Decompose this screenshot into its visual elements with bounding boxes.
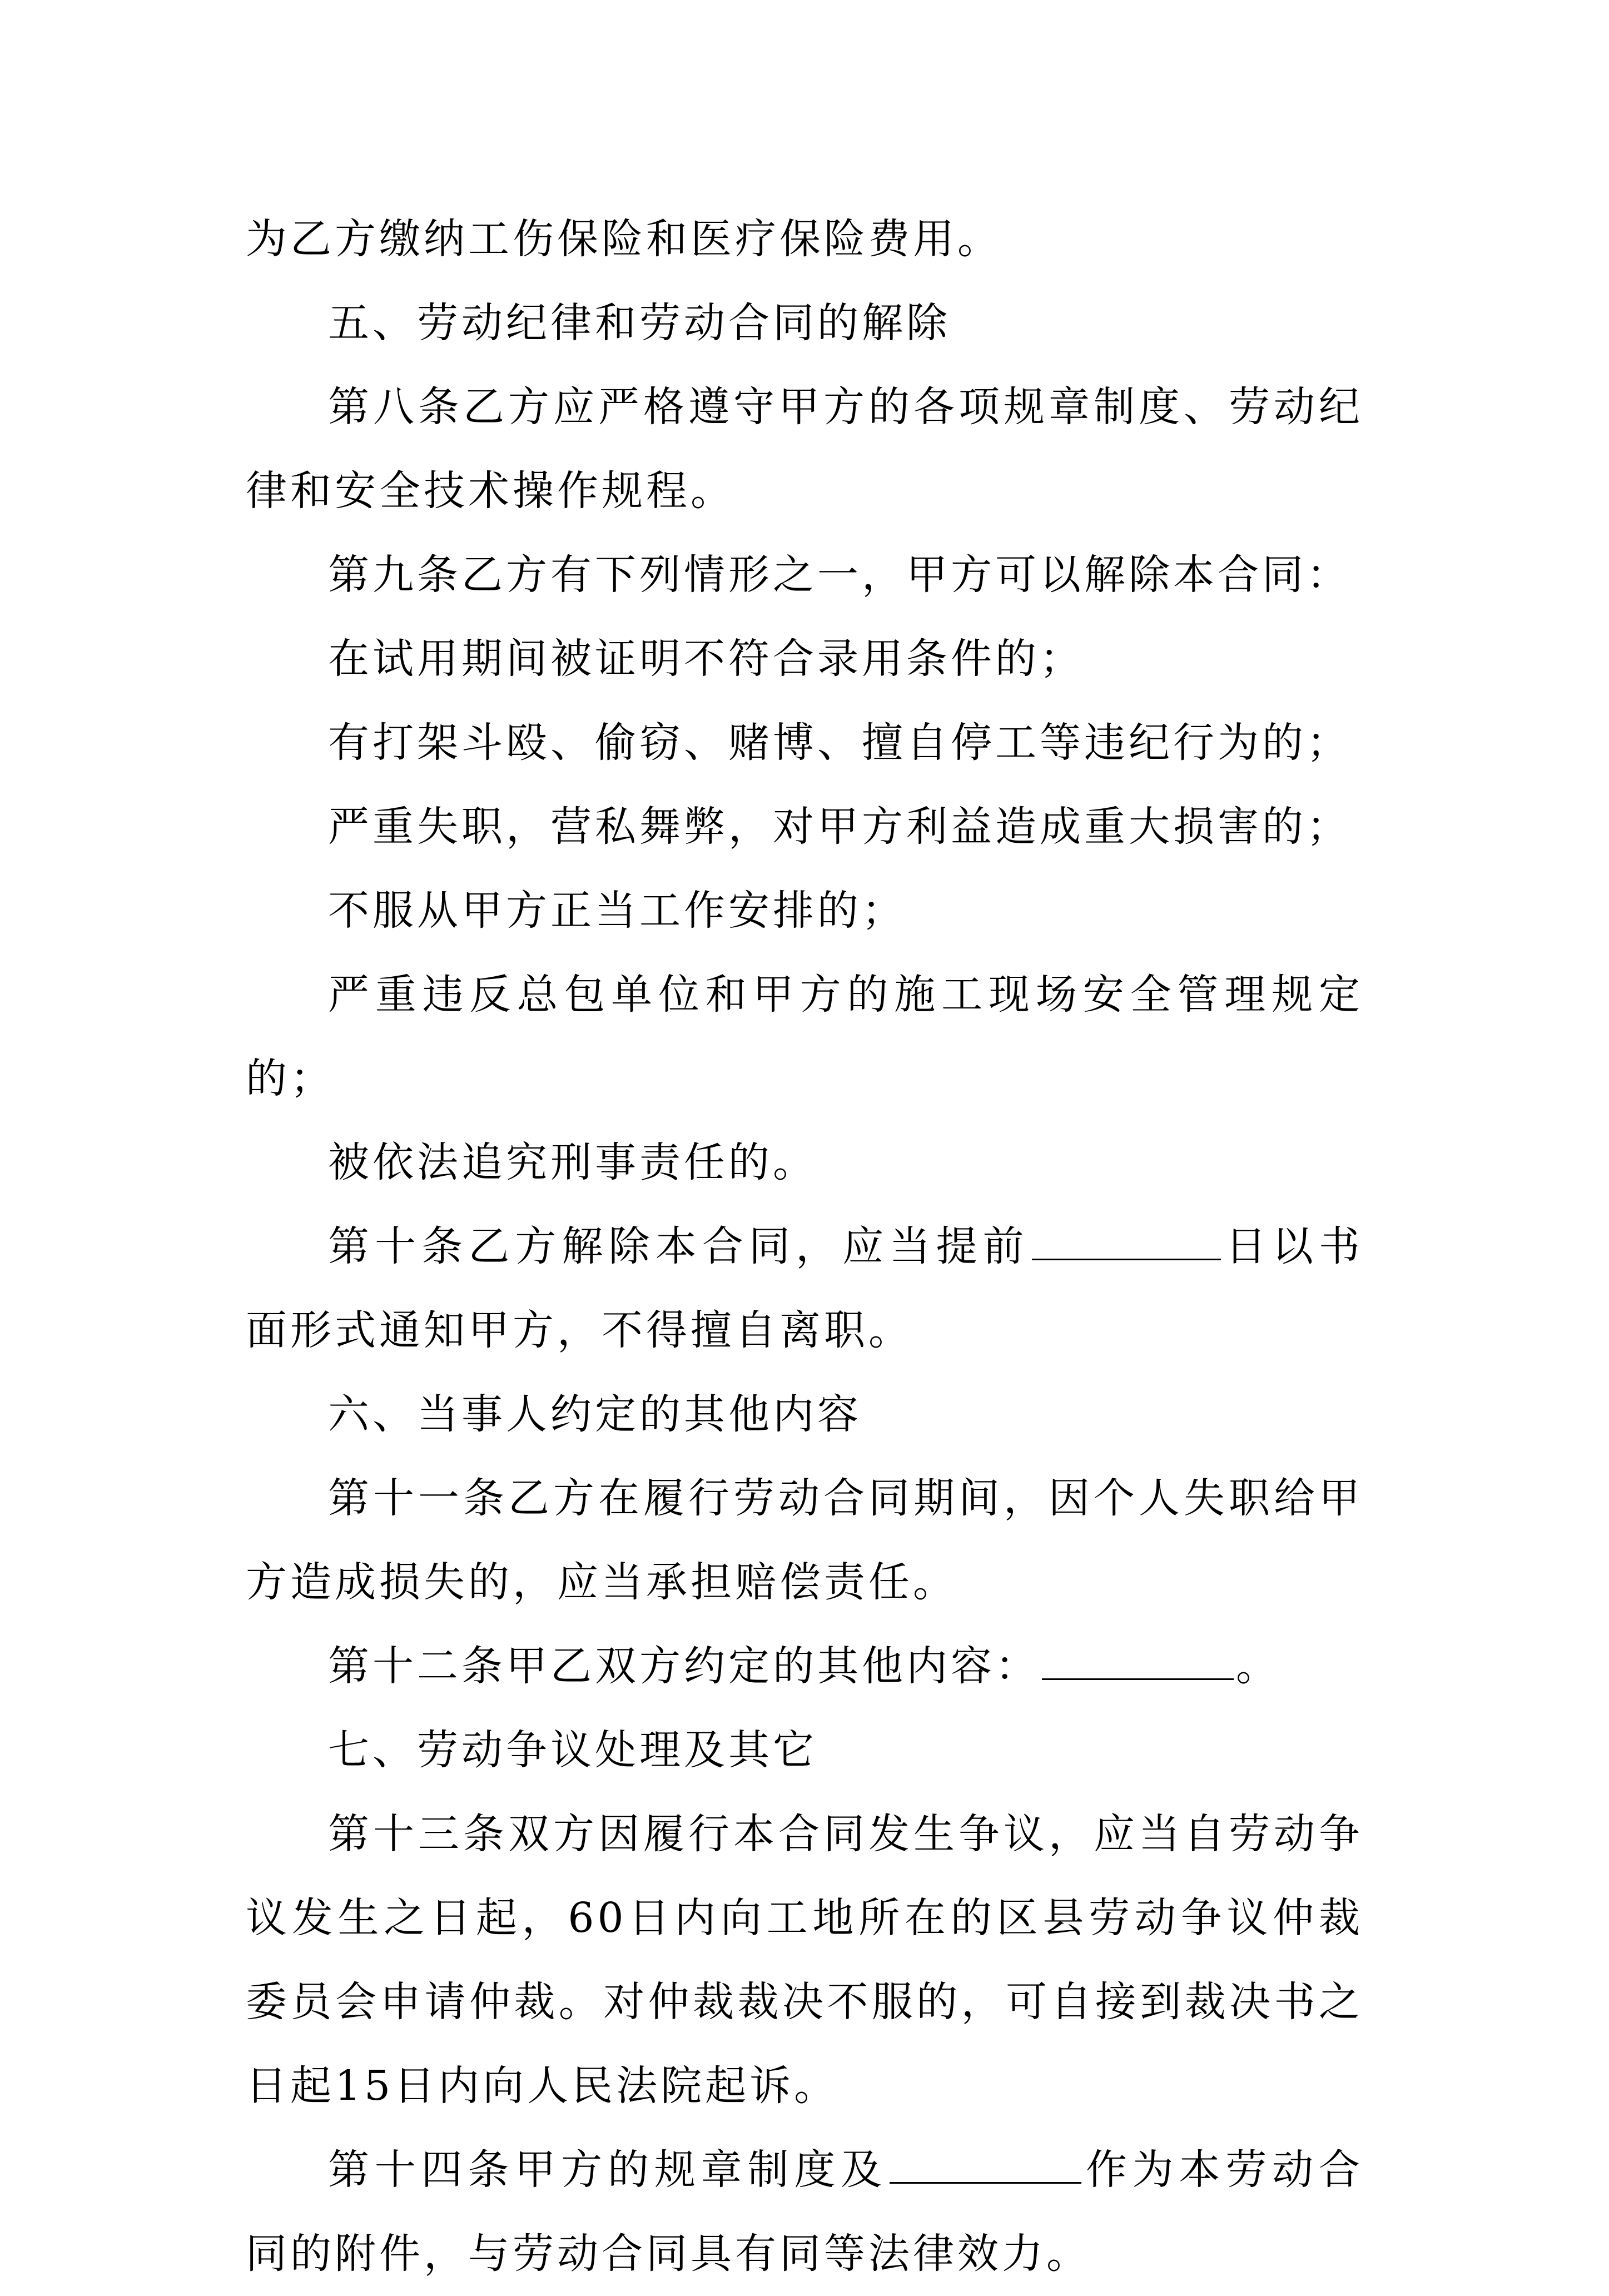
article-12: [246, 1624, 1363, 1708]
paragraph-insurance-continuation: 为乙方缴纳工伤保险和医疗保险费用。: [246, 215, 1002, 263]
article-9-item-3: 严重失职，营私舞弊，对甲方利益造成重大损害的；: [328, 803, 1351, 851]
article-14-text-before: 第十四条甲方的规章制度及: [328, 2146, 887, 2194]
article-12-text-before: 第十二条甲乙双方约定的其他内容：: [328, 1642, 1040, 1690]
article-12-text-after: 。: [1236, 1642, 1280, 1690]
attachment-blank: [890, 2145, 1081, 2184]
article-9-item-4: 不服从甲方正当工作安排的；: [328, 887, 906, 935]
section-heading-other-terms: 六、当事人约定的其他内容: [328, 1390, 862, 1438]
article-10-text-after: 日以书面形式通知甲方，不得擅自离职。: [246, 1222, 1364, 1354]
section-heading-dispute-resolution: 七、劳动争议处理及其它: [328, 1726, 817, 1774]
article-10: [246, 1205, 1363, 1373]
document-body: [246, 197, 1363, 2296]
article-9-item-5: 严重违反总包单位和甲方的施工现场安全管理规定的；: [246, 971, 1363, 1102]
notice-days-blank: [1032, 1221, 1221, 1260]
article-9: 第九条乙方有下列情形之一，甲方可以解除本合同：: [328, 551, 1351, 599]
article-11: 第十一条乙方在履行劳动合同期间，因个人失职给甲方造成损失的，应当承担赔偿责任。: [246, 1474, 1363, 1606]
article-9-item-2: 有打架斗殴、偷窃、赌博、擅自停工等违纪行为的；: [328, 719, 1351, 767]
article-9-item-1: 在试用期间被证明不符合录用条件的；: [328, 635, 1084, 683]
article-13: 第十三条双方因履行本合同发生争议，应当自劳动争议发生之日起，60日内向工地所在的区县劳动争议仲裁委员会申请仲裁。对仲裁裁决不服的，可自接到裁决书之日起15日内向人民法院起诉。: [246, 1810, 1363, 2110]
other-terms-blank: [1042, 1641, 1234, 1680]
article-14: [246, 2128, 1363, 2296]
article-8: 第八条乙方应严格遵守甲方的各项规章制度、劳动纪律和安全技术操作规程。: [246, 383, 1363, 515]
section-heading-labor-discipline: 五、劳动纪律和劳动合同的解除: [328, 299, 951, 347]
article-9-item-6: 被依法追究刑事责任的。: [328, 1139, 817, 1186]
article-10-text-before: 第十条乙方解除本合同，应当提前: [328, 1222, 1030, 1270]
article-14-text-after: 作为本劳动合同的附件，与劳动合同具有同等法律效力。: [246, 2146, 1363, 2278]
